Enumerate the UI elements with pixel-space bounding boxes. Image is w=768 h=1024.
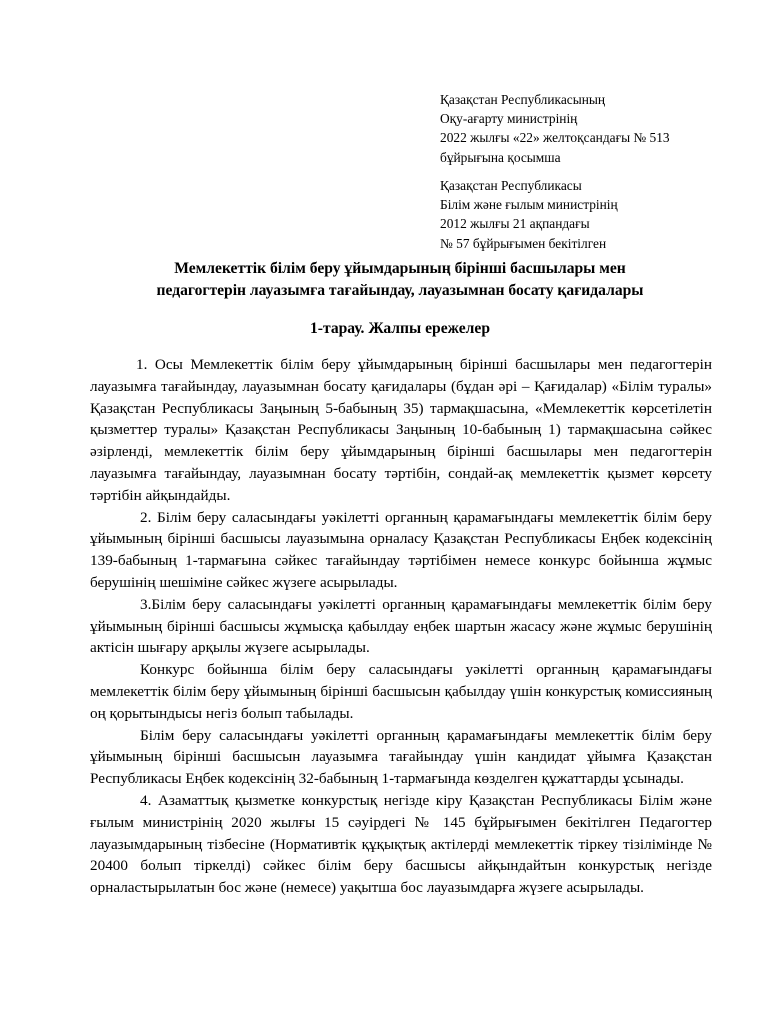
header-line: бұйрығына қосымша [440, 149, 561, 165]
header-line: Қазақстан Республикасы [440, 178, 582, 193]
header-line: Қазақстан Республикасының [440, 92, 606, 107]
paragraph-4: 4. Азаматтық қызметке конкурстық негізде кіру Қазақстан Республикасы Білім және ғылым министрінің 2020 жылғы 15 сәуірдегі № 145 бұйрығымен бекітілген Педагогтер лауазымдарының тізбесіне (Нормативтік құқықтық актілерді мемлекеттік тіркеу тізілімінде № 20400 болып тіркелді) сәйкес білім беру басшысы айқындайтын конкурстық негізде орналастырылатын бос және (немесе) уақытша бос лауазымдарға жүзеге асырылады. [90, 791, 712, 897]
document-title [90, 258, 710, 302]
chapter-heading: 1-тарау. Жалпы ережелер [310, 320, 490, 337]
paragraph-2: 2. Білім беру саласындағы уәкілетті органның қарамағындағы мемлекеттік білім беру ұйымының бірінші басшысы лауазымына орналасу Қазақстан Республикасы Еңбек кодексінің 139-бабының 1-тармағына сәйкес тағайындау тәртібімен немесе конкурс бойынша жұмыс берушінің шешіміне сәйкес жүзеге асырылады. [90, 508, 712, 591]
approval-header-appendix [440, 90, 740, 167]
header-line: Оқу-ағарту министрінің [440, 111, 578, 127]
paragraph-3-competition: Конкурс бойынша білім беру саласындағы уәкілетті органның қарамағындағы мемлекеттік білім беру ұйымының бірінші басшысын қабылдау үшін конкурстық комиссияның оң қорытындысы негіз болып табылады. [90, 661, 712, 722]
document-body [90, 354, 712, 899]
header-line: Білім және ғылым министрінің [440, 197, 618, 213]
paragraph-1: 1. Осы Мемлекеттік білім беру ұйымдарының бірінші басшылары мен педагогтерін лауазымға тағайындау, лауазымнан босату қағидалары (бұдан әрі – Қағидалар) «Білім туралы» Қазақстан Республикасы Заңының 5-бабының 35) тармақшасына, «Мемлекеттік көрсетілетін қызметтер туралы» Қазақстан Республикасы Заңының 10-бабының 1) тармақшасына сәйкес әзірленді, мемлекеттік білім беру ұйымдарының бірінші басшылары мен педагогтерін лауазымға тағайындау, лауазымнан босату тәртібін, сондай-ақ мемлекеттік қызмет көрсету тәртібін айқындайды. [90, 356, 712, 504]
header-line: 2022 жылғы «22» желтоқсандағы № 513 [440, 130, 670, 146]
approval-header-approved [440, 176, 740, 253]
header-line: 2012 жылғы 21 ақпандағы [440, 216, 590, 232]
paragraph-3-documents: Білім беру саласындағы уәкілетті органның қарамағындағы мемлекеттік білім беру ұйымының бірінші басшысын лауазымға тағайындау үшін кандидат ұйымға Қазақстан Республикасы Еңбек кодексінің 32-бабының 1-тармағында көзделген құжаттарды ұсынады. [90, 726, 712, 788]
title-line: педагогтерін лауазымға тағайындау, лауазымнан босату қағидалары [156, 282, 644, 299]
title-line: Мемлекеттік білім беру ұйымдарының бірінші басшылары мен [174, 260, 626, 277]
paragraph-3: 3.Білім беру саласындағы уәкілетті органның қарамағындағы мемлекеттік білім беру ұйымының бірінші басшысы жұмысқа қабылдау еңбек шартын жасасу және жұмыс берушінің актісін шығару арқылы жүзеге асырылады. [90, 595, 712, 657]
header-line: № 57 бұйрығымен бекітілген [440, 235, 607, 251]
